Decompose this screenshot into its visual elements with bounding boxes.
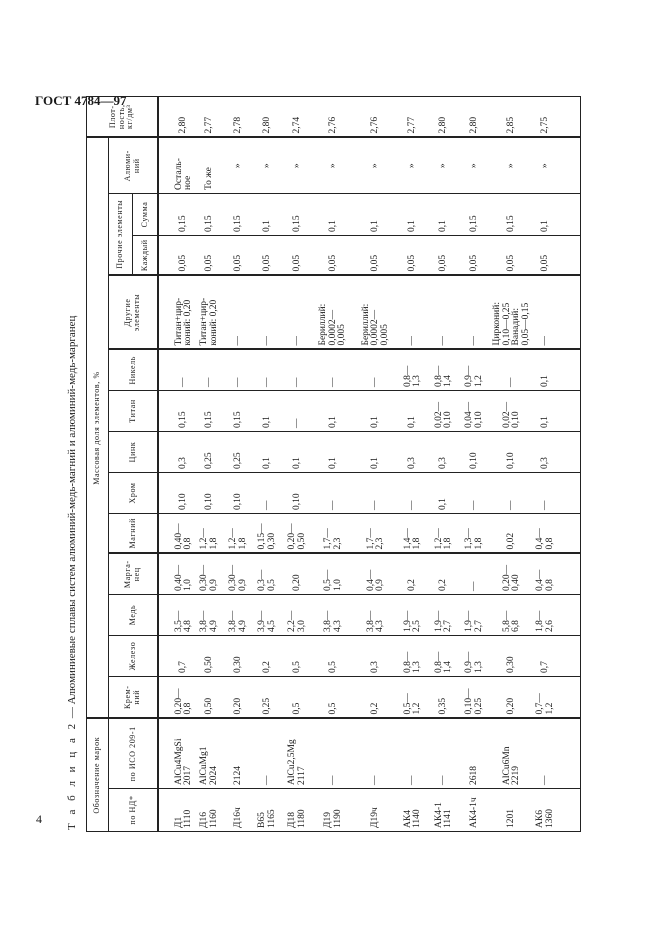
cell-misc-each: 0,05 [398,235,429,275]
cell-density: 2,77 [195,96,225,137]
cell-magnesium: 0,40— 0,8 [158,513,195,553]
cell-chromium: — [253,472,283,513]
header-misc-elements: Прочие элементы [109,193,133,275]
cell-misc-each: 0,05 [225,235,253,275]
header-iso: по ИСО 209-1 [109,718,158,788]
cell-magnesium: 1,3— 1,8 [460,513,490,553]
cell-magnesium: 1,4— 1,8 [398,513,429,553]
cell-grade-nd: Д1 1110 [158,789,195,832]
cell-manganese: 0,2 [398,553,429,594]
cell-other-elements: Бериллий: 0,0002— 0,005 [355,275,398,349]
cell-nickel: 0,8— 1,4 [429,349,460,390]
cell-titanium: 0,1 [253,390,283,431]
cell-grade-nd: 1201 [490,789,535,832]
header-chromium: Хром [109,472,158,513]
cell-density: 2,74 [283,96,313,137]
cell-misc-sum: 0,1 [253,193,283,235]
cell-titanium: 0,02— 0,10 [490,390,535,431]
header-each: Каждый [133,235,158,275]
table-caption-text: — Алюминиевые сплавы систем алюминий-медь-магний и алюминий-медь-марганец [66,315,78,721]
cell-chromium: 0,10 [283,472,313,513]
cell-iron: 0,3 [355,635,398,676]
cell-grade-nd: Д16ч [225,789,253,832]
cell-aluminium: » [225,137,253,193]
cell-aluminium: То же [195,137,225,193]
cell-manganese: 0,20— 0,40 [490,553,535,594]
cell-chromium: — [460,472,490,513]
cell-magnesium: 1,7— 2,3 [355,513,398,553]
header-titanium: Титан [109,390,158,431]
cell-grade-iso: — [535,718,581,788]
cell-copper: 5,8— 6,8 [490,594,535,635]
cell-misc-sum: 0,1 [429,193,460,235]
cell-silicon: 0,5— 1,2 [398,676,429,718]
cell-chromium: 0,10 [225,472,253,513]
cell-silicon: 0,7— 1,2 [535,676,581,718]
cell-nickel: — [355,349,398,390]
cell-misc-sum: 0,15 [460,193,490,235]
cell-zinc: 0,25 [225,431,253,472]
table-row [490,96,535,831]
header-iron: Железо [109,635,158,676]
cell-chromium: — [313,472,355,513]
cell-magnesium: 0,20— 0,50 [283,513,313,553]
cell-chromium: — [535,472,581,513]
table-row [225,96,253,831]
cell-copper: 3,8— 4,3 [355,594,398,635]
cell-iron: 0,30 [490,635,535,676]
cell-silicon: 0,20 [225,676,253,718]
cell-iron: 0,7 [158,635,195,676]
cell-manganese: 0,30— 0,9 [195,553,225,594]
table-row [355,96,398,831]
cell-grade-iso: — [429,718,460,788]
header-nd: по НД* [109,789,158,832]
cell-misc-each: 0,05 [195,235,225,275]
header-zinc: Цинк [109,431,158,472]
cell-grade-iso: — [313,718,355,788]
cell-nickel: — [158,349,195,390]
cell-misc-sum: 0,15 [195,193,225,235]
cell-iron: 0,8— 1,4 [429,635,460,676]
cell-silicon: 0,20— 0,8 [158,676,195,718]
cell-silicon: 0,5 [283,676,313,718]
cell-aluminium: » [398,137,429,193]
cell-silicon: 0,25 [253,676,283,718]
cell-density: 2,80 [429,96,460,137]
cell-nickel: 0,8— 1,3 [398,349,429,390]
cell-aluminium: » [429,137,460,193]
cell-zinc: 0,10 [460,431,490,472]
cell-zinc: 0,3 [429,431,460,472]
table-row [313,96,355,831]
cell-other-elements: Бериллий: 0,0002— 0,005 [313,275,355,349]
cell-aluminium: » [253,137,283,193]
cell-grade-nd: Д19 1190 [313,789,355,832]
cell-density: 2,80 [253,96,283,137]
cell-density: 2,78 [225,96,253,137]
cell-nickel: — [195,349,225,390]
cell-copper: 2,2— 3,0 [283,594,313,635]
cell-misc-sum: 0,15 [283,193,313,235]
table-row [158,96,195,831]
cell-iron: 0,5 [283,635,313,676]
cell-misc-sum: 0,15 [490,193,535,235]
cell-other-elements: — [253,275,283,349]
cell-density: 2,75 [535,96,581,137]
cell-grade-iso: AlCu4MgSi 2017 [158,718,195,788]
table-row [195,96,225,831]
cell-zinc: 0,1 [313,431,355,472]
cell-grade-nd: АК4-1ч [460,789,490,832]
cell-misc-each: 0,05 [313,235,355,275]
cell-nickel: — [283,349,313,390]
header-sum: Сумма [133,193,158,235]
cell-titanium: — [283,390,313,431]
cell-titanium: 0,15 [195,390,225,431]
cell-zinc: 0,1 [355,431,398,472]
cell-titanium: 0,02— 0,10 [429,390,460,431]
cell-other-elements: — [535,275,581,349]
cell-copper: 3,5— 4,8 [158,594,195,635]
header-designation: Обозначение марок [87,718,109,831]
cell-zinc: 0,10 [490,431,535,472]
cell-magnesium: 1,2— 1,8 [225,513,253,553]
cell-titanium: 0,1 [398,390,429,431]
header-copper: Медь [109,594,158,635]
header-silicon: Крем- ний [109,676,158,718]
cell-nickel: — [313,349,355,390]
cell-titanium: 0,04— 0,10 [460,390,490,431]
cell-misc-each: 0,05 [253,235,283,275]
cell-misc-each: 0,05 [535,235,581,275]
cell-titanium: 0,15 [225,390,253,431]
table-caption-label: Т а б л и ц а 2 [66,720,78,830]
cell-nickel: 0,9— 1,2 [460,349,490,390]
cell-misc-sum: 0,15 [225,193,253,235]
table-row [460,96,490,831]
cell-misc-sum: 0,1 [535,193,581,235]
cell-magnesium: 0,4— 0,8 [535,513,581,553]
cell-titanium: 0,15 [158,390,195,431]
cell-magnesium: 0,15— 0,30 [253,513,283,553]
cell-aluminium: » [490,137,535,193]
alloy-composition-table [86,96,581,832]
cell-aluminium: » [283,137,313,193]
cell-density: 2,85 [490,96,535,137]
cell-misc-each: 0,05 [283,235,313,275]
table-row [429,96,460,831]
cell-grade-iso: — [253,718,283,788]
page-number: 4 [36,812,42,826]
cell-grade-nd: Д16 1160 [195,789,225,832]
header-magnesium: Магний [109,513,158,553]
cell-grade-iso: AlCu6Mn 2219 [490,718,535,788]
cell-chromium: 0,10 [195,472,225,513]
cell-iron: 0,5 [313,635,355,676]
cell-silicon: 0,35 [429,676,460,718]
header-manganese: Марга- нец [109,553,158,594]
cell-density: 2,80 [460,96,490,137]
cell-misc-sum: 0,1 [313,193,355,235]
cell-zinc: 0,3 [398,431,429,472]
cell-aluminium: » [535,137,581,193]
cell-silicon: 0,2 [355,676,398,718]
table-row [253,96,283,831]
cell-zinc: 0,25 [195,431,225,472]
cell-grade-nd: АК4 1140 [398,789,429,832]
cell-chromium: 0,1 [429,472,460,513]
cell-grade-nd: Д19ч [355,789,398,832]
header-other-elements: Другие элементы [109,275,158,349]
cell-nickel: — [490,349,535,390]
cell-misc-sum: 0,15 [158,193,195,235]
cell-manganese: 0,5— 1,0 [313,553,355,594]
cell-chromium: 0,10 [158,472,195,513]
cell-zinc: 0,3 [535,431,581,472]
cell-grade-nd: В65 1165 [253,789,283,832]
cell-magnesium: 0,02 [490,513,535,553]
cell-chromium: — [398,472,429,513]
cell-grade-iso: 2124 [225,718,253,788]
cell-titanium: 0,1 [355,390,398,431]
header-nickel: Никель [109,349,158,390]
cell-manganese: 0,2 [429,553,460,594]
rotated-table-block [62,97,602,832]
cell-magnesium: 1,7— 2,3 [313,513,355,553]
cell-density: 2,77 [398,96,429,137]
cell-copper: 1,9— 2,5 [398,594,429,635]
cell-magnesium: 1,2— 1,8 [195,513,225,553]
cell-other-elements: — [460,275,490,349]
cell-other-elements: — [429,275,460,349]
cell-grade-iso: — [398,718,429,788]
cell-density: 2,80 [158,96,195,137]
document-title: ГОСТ 4784—97 [35,93,127,108]
cell-misc-each: 0,05 [355,235,398,275]
cell-nickel: — [225,349,253,390]
cell-manganese: 0,30— 0,9 [225,553,253,594]
cell-silicon: 0,10— 0,25 [460,676,490,718]
cell-nickel: 0,1 [535,349,581,390]
cell-misc-each: 0,05 [490,235,535,275]
cell-grade-iso: AlCu2,5Mg 2117 [283,718,313,788]
cell-copper: 3,8— 4,3 [313,594,355,635]
cell-other-elements: Цирконий: 0,10—0,25 Ванадий: 0,05—0,15 [490,275,535,349]
cell-iron: 0,50 [195,635,225,676]
cell-zinc: 0,3 [158,431,195,472]
cell-aluminium: » [355,137,398,193]
cell-silicon: 0,20 [490,676,535,718]
cell-misc-each: 0,05 [460,235,490,275]
header-aluminium: Алюми- ний [109,137,158,193]
table-caption [66,316,78,830]
cell-grade-nd: АК6 1360 [535,789,581,832]
table-body [158,96,581,831]
table-row [398,96,429,831]
cell-misc-each: 0,05 [429,235,460,275]
cell-silicon: 0,5 [313,676,355,718]
cell-copper: 3,8— 4,9 [225,594,253,635]
cell-copper: 1,9— 2,7 [429,594,460,635]
header-density: Плот- ность, кг/дм³ [87,96,158,137]
cell-manganese: 0,4— 0,8 [535,553,581,594]
cell-grade-iso: — [355,718,398,788]
cell-other-elements: — [225,275,253,349]
cell-other-elements: — [398,275,429,349]
cell-iron: 0,9— 1,3 [460,635,490,676]
cell-manganese: 0,20 [283,553,313,594]
cell-iron: 0,30 [225,635,253,676]
cell-iron: 0,8— 1,3 [398,635,429,676]
cell-manganese: 0,3— 0,5 [253,553,283,594]
cell-grade-iso: AlCuMg1 2024 [195,718,225,788]
cell-misc-sum: 0,1 [355,193,398,235]
cell-titanium: 0,1 [313,390,355,431]
cell-grade-nd: АК4-1 1141 [429,789,460,832]
cell-density: 2,76 [313,96,355,137]
cell-silicon: 0,50 [195,676,225,718]
cell-copper: 1,8— 2,6 [535,594,581,635]
cell-magnesium: 1,2— 1,8 [429,513,460,553]
cell-manganese: 0,4— 0,9 [355,553,398,594]
cell-iron: 0,2 [253,635,283,676]
cell-aluminium: » [313,137,355,193]
cell-aluminium: » [460,137,490,193]
cell-misc-each: 0,05 [158,235,195,275]
cell-other-elements: Титан+цир- коний: 0,20 [158,275,195,349]
table-row [283,96,313,831]
cell-nickel: — [253,349,283,390]
header-mass-fraction: Массовая доля элементов, % [87,137,109,718]
cell-chromium: — [490,472,535,513]
cell-chromium: — [355,472,398,513]
cell-iron: 0,7 [535,635,581,676]
cell-copper: 3,9— 4,5 [253,594,283,635]
cell-other-elements: Титан+цир- коний: 0,20 [195,275,225,349]
cell-zinc: 0,1 [253,431,283,472]
cell-grade-nd: Д18 1180 [283,789,313,832]
cell-manganese: 0,40— 1,0 [158,553,195,594]
cell-manganese: — [460,553,490,594]
cell-titanium: 0,1 [535,390,581,431]
cell-misc-sum: 0,1 [398,193,429,235]
cell-other-elements: — [283,275,313,349]
cell-density: 2,76 [355,96,398,137]
cell-grade-iso: 2618 [460,718,490,788]
cell-zinc: 0,1 [283,431,313,472]
cell-copper: 1,9— 2,7 [460,594,490,635]
cell-aluminium: Осталь- ное [158,137,195,193]
table-row [535,96,581,831]
cell-copper: 3,8— 4,9 [195,594,225,635]
